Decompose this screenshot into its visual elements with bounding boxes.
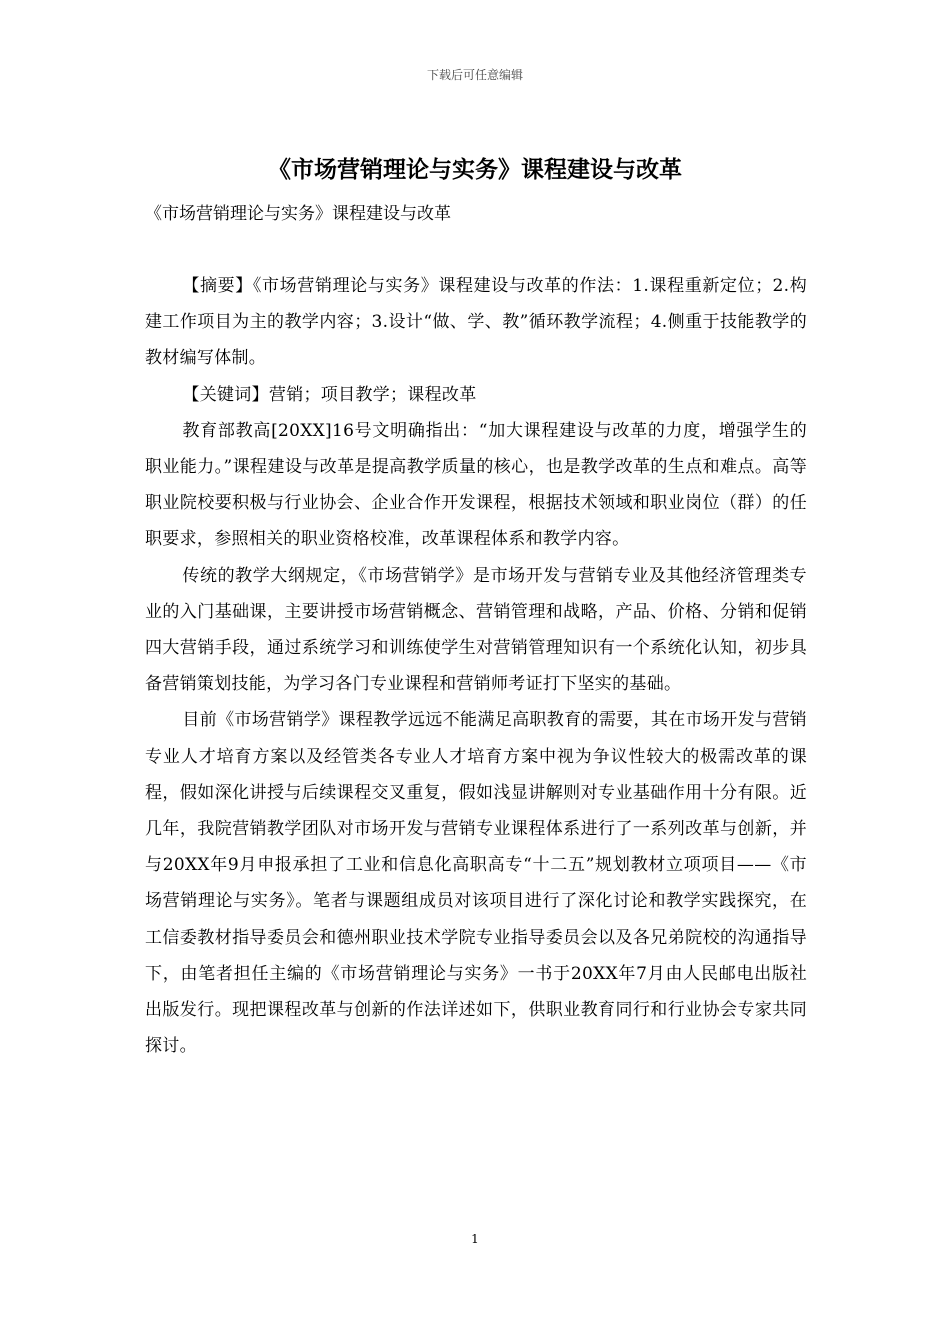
abstract-paragraph: 【摘要】《市场营销理论与实务》课程建设与改革的作法：1.课程重新定位；2.构建工作项目为主的教学内容；3.设计“做、学、教”循环教学流程；4.侧重于技能教学的教材编写体制。 — [145, 276, 807, 369]
body-paragraph-2: 传统的教学大纲规定，《市场营销学》是市场开发与营销专业及其他经济管理类专业的入门基础课，主要讲授市场营销概念、营销管理和战略，产品、价格、分销和促销四大营销手段，通过系统学习和训练使学生对营销管理知识有一个系统化认知，初步具备营销策划技能，为学习各门专业课程和营销师考证打下坚实的基础。 — [145, 565, 807, 695]
document-subtitle: 《市场营销理论与实务》课程建设与改革 — [145, 204, 451, 224]
document-body — [145, 268, 807, 1064]
document-title: 《市场营销理论与实务》课程建设与改革 — [268, 156, 682, 183]
header-note: 下载后可任意编辑 — [426, 68, 523, 82]
body-paragraph-1: 教育部教高[20XX]16号文明确指出：“加大课程建设与改革的力度，增强学生的职业能力。”课程建设与改革是提高教学质量的核心，也是教学改革的生点和难点。高等职业院校要积极与行业协会、企业合作开发课程，根据技术领域和职业岗位（群）的任职要求，参照相关的职业资格校准，改革课程体系和教学内容。 — [145, 420, 807, 550]
keywords-paragraph: 【关键词】营销；项目教学；课程改革 — [182, 384, 477, 405]
body-paragraph-3: 目前《市场营销学》课程教学远远不能满足高职教育的需要，其在市场开发与营销专业人才培育方案以及经管类各专业人才培育方案中视为争议性较大的极需改革的课程，假如深化讲授与后续课程交叉重复，假如浅显讲解则对专业基础作用十分有限。近几年，我院营销教学团队对市场开发与营销专业课程体系进行了一系列改革与创新，并与20XX年9月申报承担了工业和信息化高职高专“十二五”规划教材立项项目——《市场营销理论与实务》。笔者与课题组成员对该项目进行了深化讨论和教学实践探究，在工信委教材指导委员会和德州职业技术学院专业指导委员会以及各兄弟院校的沟通指导下，由笔者担任主编的《市场营销理论与实务》一书于20XX年7月由人民邮电出版社出版发行。现把课程改革与创新的作法详述如下，供职业教育同行和行业协会专家共同探讨。 — [145, 710, 807, 1057]
page-number: 1 — [471, 1232, 479, 1246]
